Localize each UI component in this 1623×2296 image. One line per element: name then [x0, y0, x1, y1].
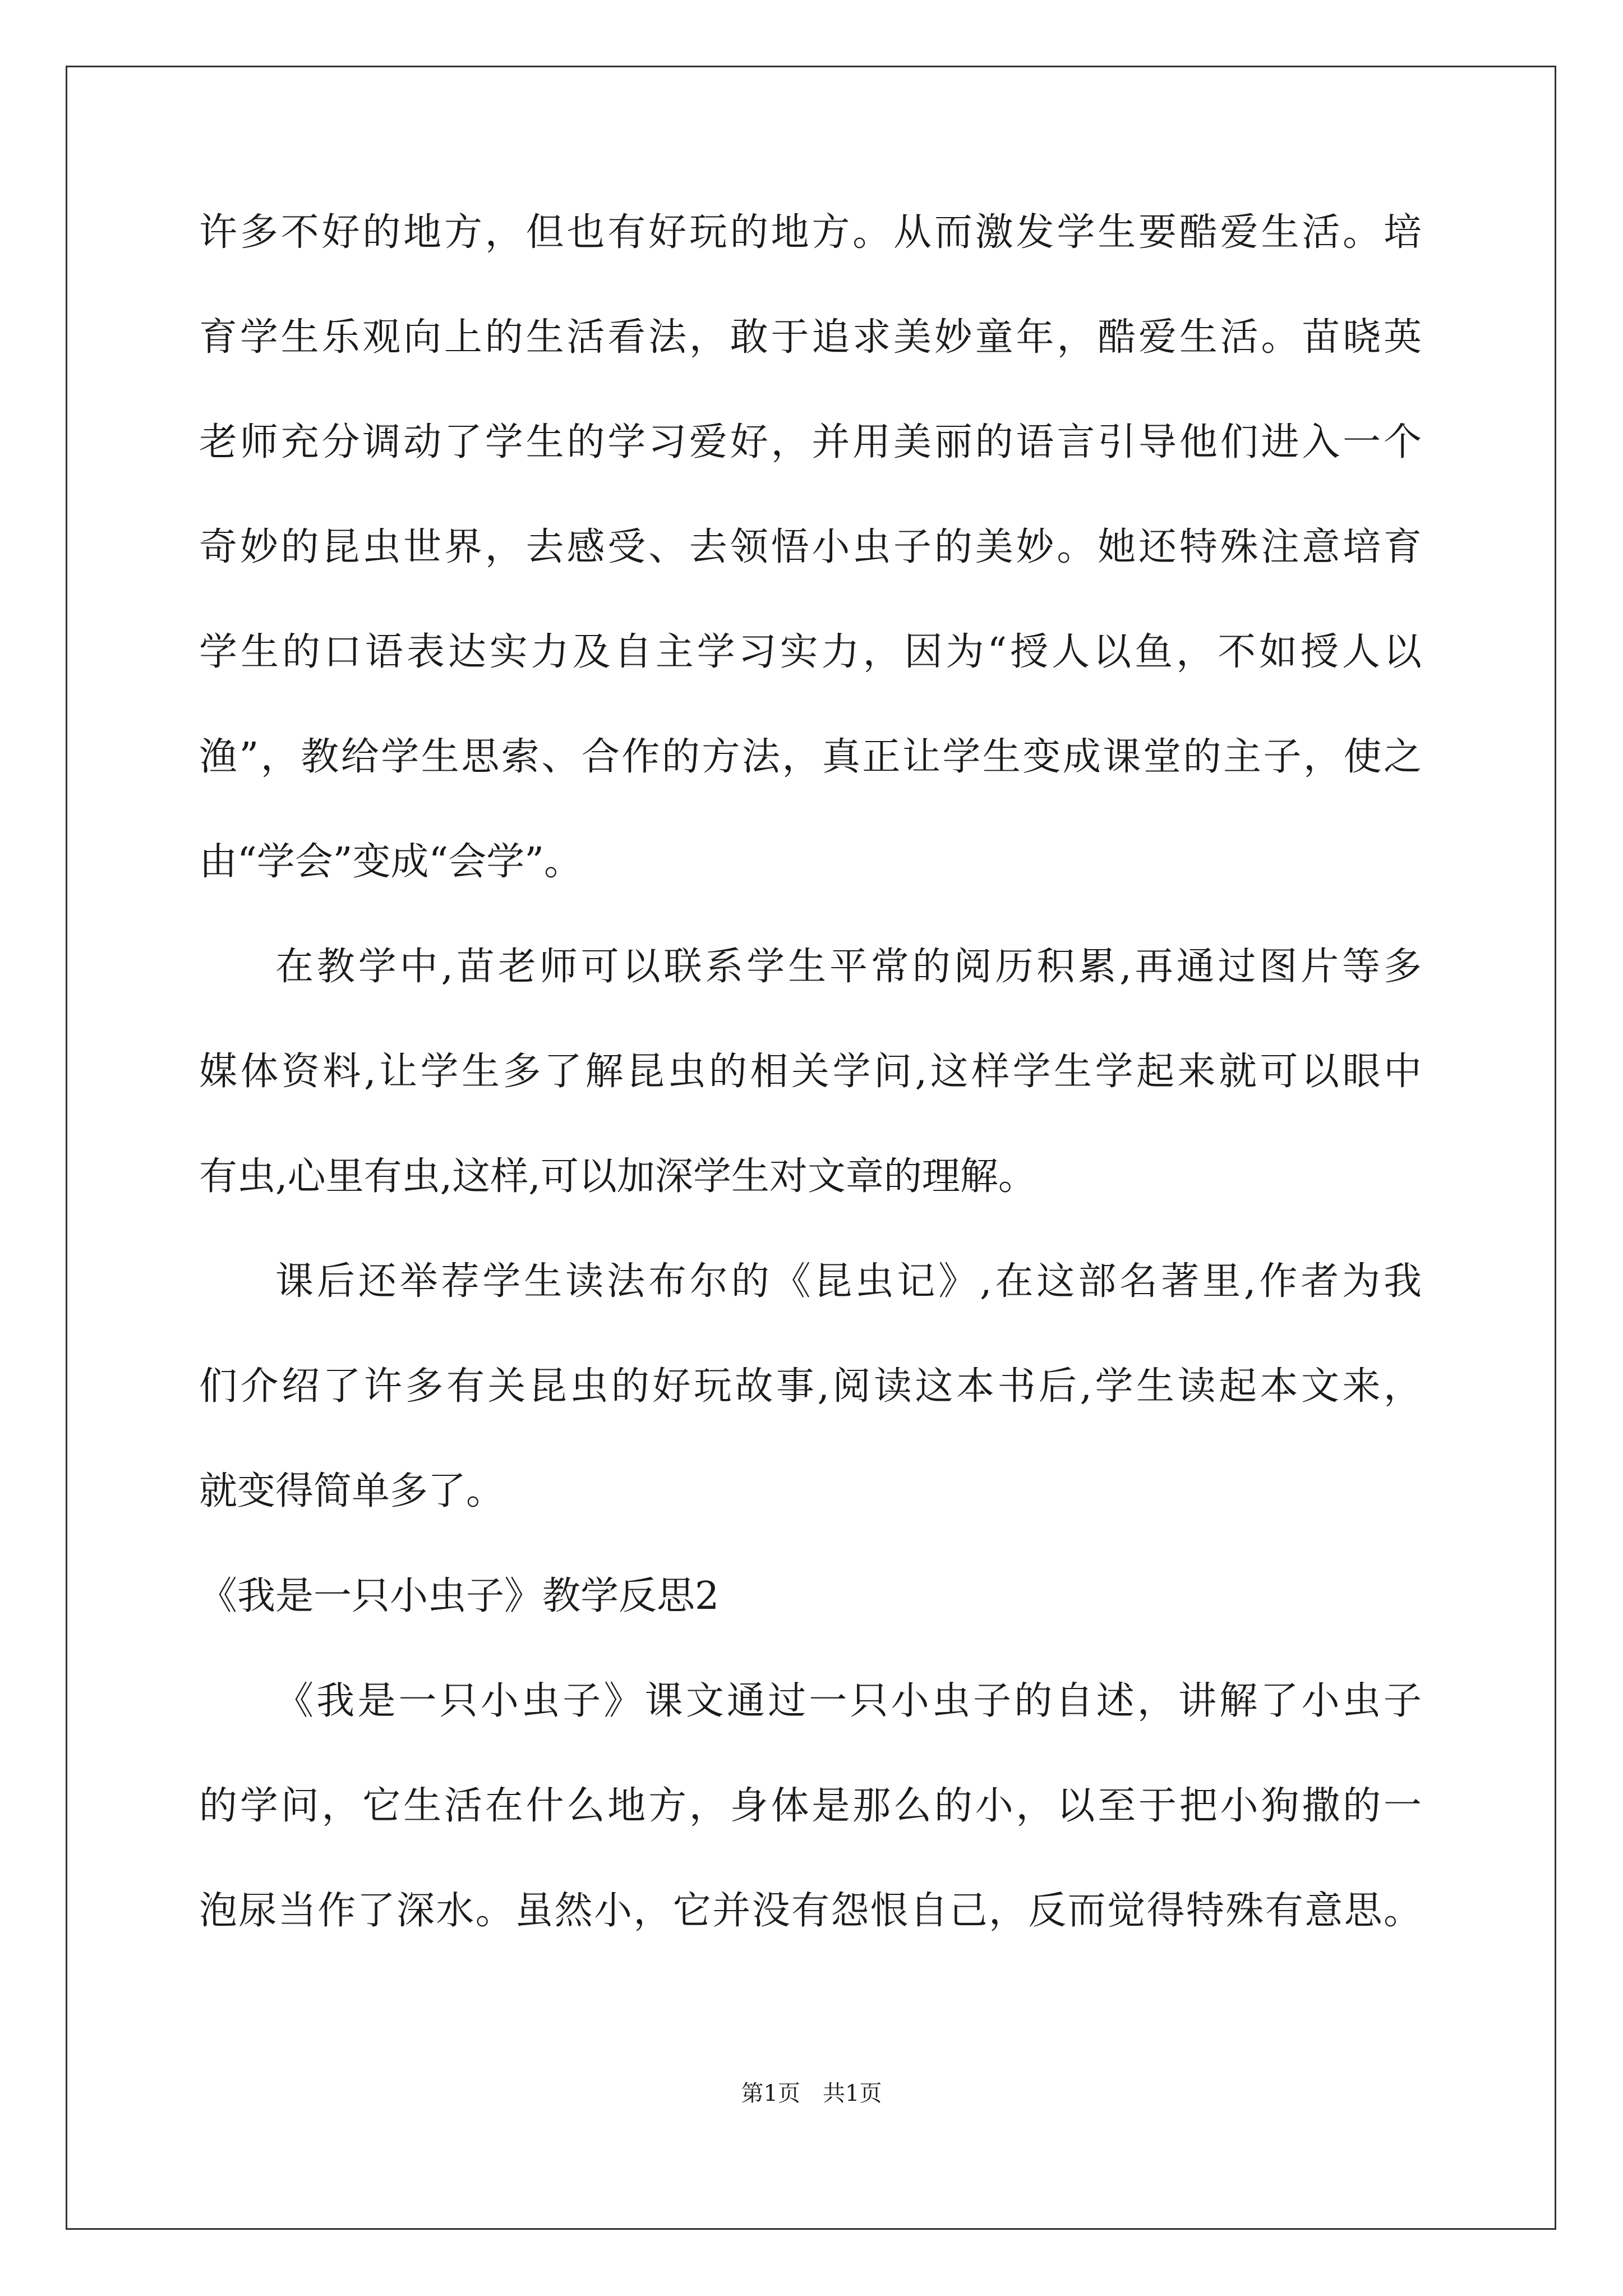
text-line: 的学问，它生活在什么地方，身体是那么的小，以至于把小狗撒的一 — [199, 1784, 1422, 1828]
text-line: 渔”，教给学生思索、合作的方法，真正让学生变成课堂的主子，使之 — [199, 735, 1422, 779]
text-line: 育学生乐观向上的生活看法，敢于追求美妙童年，酷爱生活。苗晓英 — [199, 315, 1422, 360]
text-line: 就变得简单多了。 — [199, 1469, 505, 1513]
page-footer: 第1页 共1页 — [741, 2081, 882, 2106]
text-line: 由“学会”变成“会学”。 — [199, 840, 583, 884]
text-line: 奇妙的昆虫世界，去感受、去领悟小虫子的美妙。她还特殊注意培育 — [199, 525, 1422, 569]
text-line: 课后还举荐学生读法布尔的《昆虫记》,在这部名著里,作者为我 — [275, 1259, 1422, 1304]
text-line: 泡尿当作了深水。虽然小，它并没有怨恨自己，反而觉得特殊有意思。 — [199, 1889, 1422, 1933]
text-line: 有虫,心里有虫,这样,可以加深学生对文章的理解。 — [199, 1154, 1036, 1199]
text-line: 《我是一只小虫子》课文通过一只小虫子的自述，讲解了小虫子 — [275, 1679, 1422, 1723]
text-line: 媒体资料,让学生多了解昆虫的相关学问,这样学生学起来就可以眼中 — [199, 1050, 1422, 1094]
text-line: 老师充分调动了学生的学习爱好，并用美丽的语言引导他们进入一个 — [199, 420, 1422, 464]
text-line: 学生的口语表达实力及自主学习实力，因为“授人以鱼，不如授人以 — [199, 630, 1422, 674]
text-line: 许多不好的地方，但也有好玩的地方。从而激发学生要酷爱生活。培 — [199, 210, 1422, 255]
text-line: 们介绍了许多有关昆虫的好玩故事,阅读这本书后,学生读起本文来， — [199, 1364, 1422, 1409]
section-heading: 《我是一只小虫子》教学反思2 — [199, 1574, 720, 1618]
text-line: 在教学中,苗老师可以联系学生平常的阅历积累,再通过图片等多 — [275, 945, 1422, 989]
